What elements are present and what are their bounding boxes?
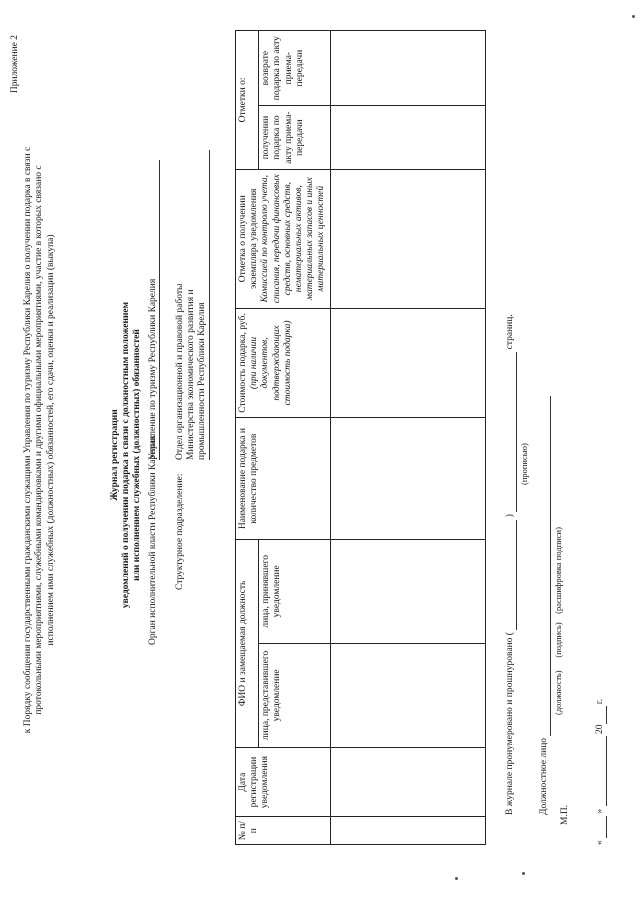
col-mark-returned-header: возврате подарка по акту приема-передачи (259, 31, 330, 106)
date-open: « (595, 840, 605, 845)
table-cell (330, 747, 485, 816)
signature-hint: (подпись) (553, 622, 563, 658)
structure-value-line-3: промышленности Республики Карелия (197, 302, 208, 460)
col-cost-header (236, 308, 331, 418)
header-line-3: исполнением ими служебных (должностных) обязанностей, его сдачи, оценки и реализации (выкупа) (45, 234, 56, 646)
header-line-2: протокольными мероприятиями, служебными командировками и другими официальными мероприятиями, участие в которых связано с (34, 165, 45, 715)
org-value: Управление по туризму Республики Карелия (148, 160, 160, 460)
structure-value-line-1: Отдел организационной и правовой работы (175, 283, 185, 460)
pages-text: В журнале пронумеровано и прошнуровано (505, 637, 515, 815)
official-line (539, 396, 551, 815)
col-copy-title: Отметка о получении экземпляра уведомления (238, 188, 260, 289)
scan-speck (455, 877, 458, 880)
table-cell (330, 106, 485, 170)
journal-page (0, 15, 640, 895)
decode-hint: (расшифровка подписи) (553, 527, 563, 614)
table-cell (330, 539, 485, 643)
table-row (330, 31, 485, 845)
col-num-header: № п/п (236, 817, 331, 845)
scan-speck (632, 15, 635, 18)
header-line-1: к Порядку сообщения государственными гражданскими служащими Управления по туризму Республики Карелия о получении подарка в связи с (23, 146, 34, 734)
pages-line (505, 314, 517, 815)
col-copy-header (236, 169, 331, 308)
in-words-hint: (прописью) (519, 443, 529, 485)
col-fio-submitter-header: лица, представившего уведомление (259, 643, 330, 747)
scan-speck (522, 872, 525, 875)
table-cell (330, 643, 485, 747)
stamp-place: М.П. (560, 804, 570, 825)
appendix-label: Приложение 2 (10, 35, 20, 94)
structure-value (175, 150, 210, 460)
col-date-header: Дата регистрации уведомления (236, 747, 331, 816)
title-line-2: уведомлений о получении подарка в связи с должностным положением (121, 301, 132, 609)
official-label: Должностное лицо (539, 737, 549, 815)
journal-title (110, 15, 144, 895)
table-cell (330, 418, 485, 539)
pages-paren-close: ) (505, 514, 515, 518)
pages-word: страниц. (505, 314, 515, 350)
table-cell (330, 817, 485, 845)
table-cell (330, 31, 485, 106)
year-prefix: 20 (595, 724, 605, 734)
position-hint: (должность) (553, 670, 563, 715)
col-gift-header: Наименование подарка и количество предметов (236, 418, 331, 539)
col-marks-group-header: Отметки о: (236, 31, 259, 170)
pages-paren-open: ( (505, 632, 515, 636)
day-blank (595, 816, 607, 838)
pages-count-blank (505, 520, 517, 630)
year-suffix: г. (595, 698, 605, 705)
date-line (595, 699, 607, 845)
table-cell (330, 169, 485, 308)
title-line-3: или исполнением служебных (должностных) обязанностей (132, 329, 143, 581)
registration-table (235, 30, 486, 845)
table-cell (330, 308, 485, 418)
col-cost-title: Стоимость подарка, руб. (238, 313, 248, 413)
document-header (10, 15, 57, 865)
structure-value-line-2: Министерства экономического развития и (186, 289, 197, 460)
date-close: » (595, 808, 605, 814)
year-blank (595, 707, 607, 725)
structure-label: Структурное подразделение: (175, 473, 185, 590)
col-cost-note: (при наличии документов, подтверждающих стоимость подарка) (249, 320, 293, 406)
org-label: Орган исполнительной власти Республики Карелия: (148, 433, 158, 645)
signature-hints (553, 527, 563, 715)
table-header-row-1 (236, 31, 259, 845)
col-copy-note: Комиссией по контролю учета, списания, передачи финансовых средств, основных средств, нематериальных активов, материальных запасов и иных материальных ценностей (260, 174, 327, 304)
month-blank (595, 736, 607, 806)
pages-words-blank (505, 352, 517, 512)
col-mark-received-header: получении подарка по акту приема-передачи (259, 106, 330, 170)
col-fio-group-header: ФИО и замещаемая должность (236, 539, 259, 747)
official-blank (539, 396, 551, 736)
title-line-1: Журнал регистрации (110, 409, 120, 501)
col-fio-receiver-header: лица, принявшего уведомление (259, 539, 330, 643)
